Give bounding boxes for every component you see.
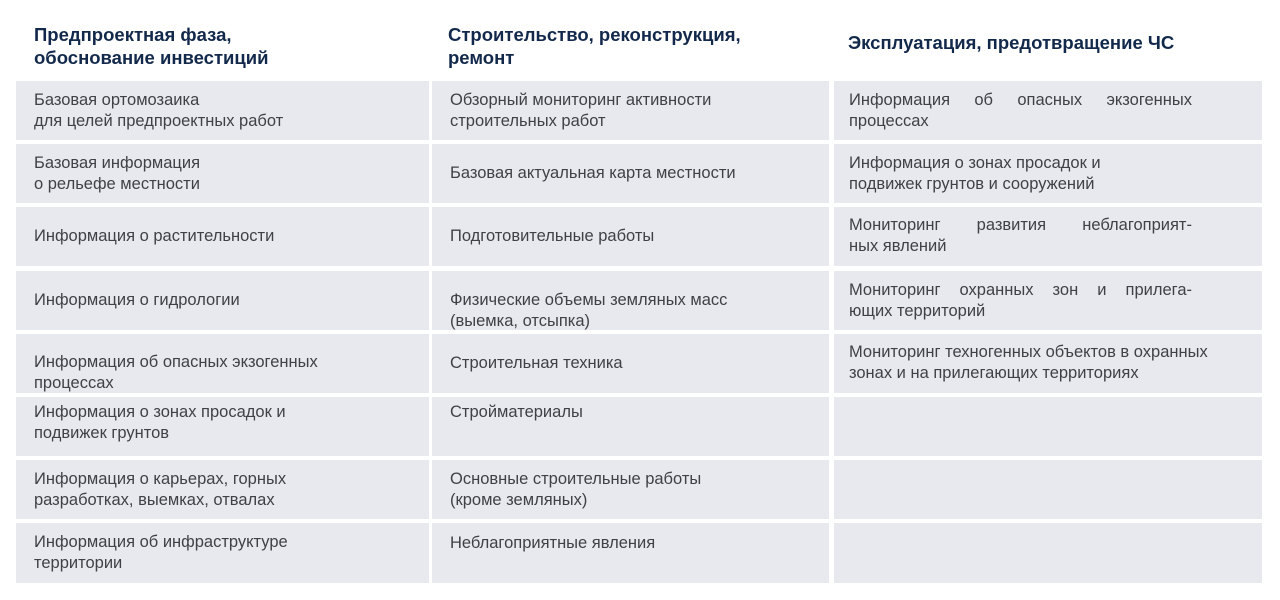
header-line: Эксплуатация, предотвращение ЧС [848, 32, 1175, 53]
header-line: обоснование инвестиций [34, 47, 269, 68]
cell-text: Мониторинг техногенных объектов в охранных [849, 343, 1208, 361]
cell-text: Информация о гидрологии [34, 291, 240, 309]
table-cell [432, 334, 829, 393]
cell-text: о рельефе местности [34, 174, 200, 193]
cell-text: Базовая актуальная карта местности [450, 164, 736, 182]
table-cell [432, 271, 829, 330]
cell-text: процессах [849, 111, 929, 130]
cell-text: Базовая информация [34, 153, 201, 172]
table-cell [16, 144, 429, 203]
table-cell [432, 81, 829, 140]
table-cell [16, 81, 429, 140]
cell-text: Неблагоприятные явления [450, 534, 656, 552]
table-cell [16, 523, 429, 583]
header-operation [848, 31, 1174, 54]
cell-text: Физические объемы земляных масс [450, 291, 728, 309]
cell-text: (выемка, отсыпка) [450, 312, 591, 330]
table-cell [834, 271, 1262, 330]
table-cell [16, 460, 429, 519]
cell-text: Информация об опасных экзогенных [34, 353, 318, 371]
table-cell [834, 144, 1262, 203]
table-cell-empty [834, 460, 1262, 519]
table-cell [16, 334, 429, 393]
table-cell [432, 397, 829, 456]
cell-text: Информация о карьерах, горных [34, 469, 287, 488]
header-line: Предпроектная фаза, [34, 24, 232, 45]
cell-text: Информация о зонах просадок и [34, 403, 286, 421]
table-cell [834, 334, 1262, 393]
cell-text: Базовая ортомозаика [34, 90, 200, 109]
cell-text: Стройматериалы [450, 403, 583, 421]
table-cell [432, 460, 829, 519]
cell-text: Информация об опасных экзогенных [849, 90, 1192, 109]
table-cell [834, 81, 1262, 140]
cell-text: для целей предпроектных работ [34, 111, 284, 130]
header-construction [448, 23, 741, 69]
cell-text: (кроме земляных) [450, 490, 588, 509]
cell-text: Обзорный мониторинг активности [450, 90, 712, 109]
header-line: Строительство, реконструкция, [448, 24, 741, 45]
table-cell [432, 523, 829, 583]
cell-text: зонах и на прилегающих территориях [849, 364, 1139, 382]
cell-text: разработках, выемках, отвалах [34, 490, 275, 509]
cell-text: процессах [34, 374, 114, 392]
table-cell [432, 144, 829, 203]
cell-text: ющих территорий [849, 302, 986, 320]
table-cell-empty [834, 397, 1262, 456]
cell-text: подвижек грунтов и сооружений [849, 174, 1095, 193]
cell-text: Подготовительные работы [450, 227, 655, 245]
table-cell [432, 207, 829, 266]
cell-text: Основные строительные работы [450, 469, 702, 488]
cell-text: ных явлений [849, 237, 947, 255]
cell-text: Информация об инфраструктуре [34, 533, 288, 551]
cell-text: Информация о зонах просадок и [849, 153, 1101, 172]
cell-text: подвижек грунтов [34, 424, 170, 442]
table-cell-empty [834, 523, 1262, 583]
table-cell [16, 207, 429, 266]
cell-text: Информация о растительности [34, 227, 275, 245]
cell-text: территории [34, 554, 123, 572]
cell-text: строительных работ [450, 111, 606, 130]
table-cell [834, 207, 1262, 266]
table-header [0, 0, 1280, 80]
cell-text: Мониторинг развития неблагоприят- [849, 216, 1192, 234]
cell-text: Мониторинг охранных зон и прилега- [849, 281, 1192, 299]
header-line: ремонт [448, 47, 515, 68]
table-cell [16, 271, 429, 330]
header-preproject [34, 23, 269, 69]
table-cell [16, 397, 429, 456]
cell-text: Строительная техника [450, 354, 623, 372]
